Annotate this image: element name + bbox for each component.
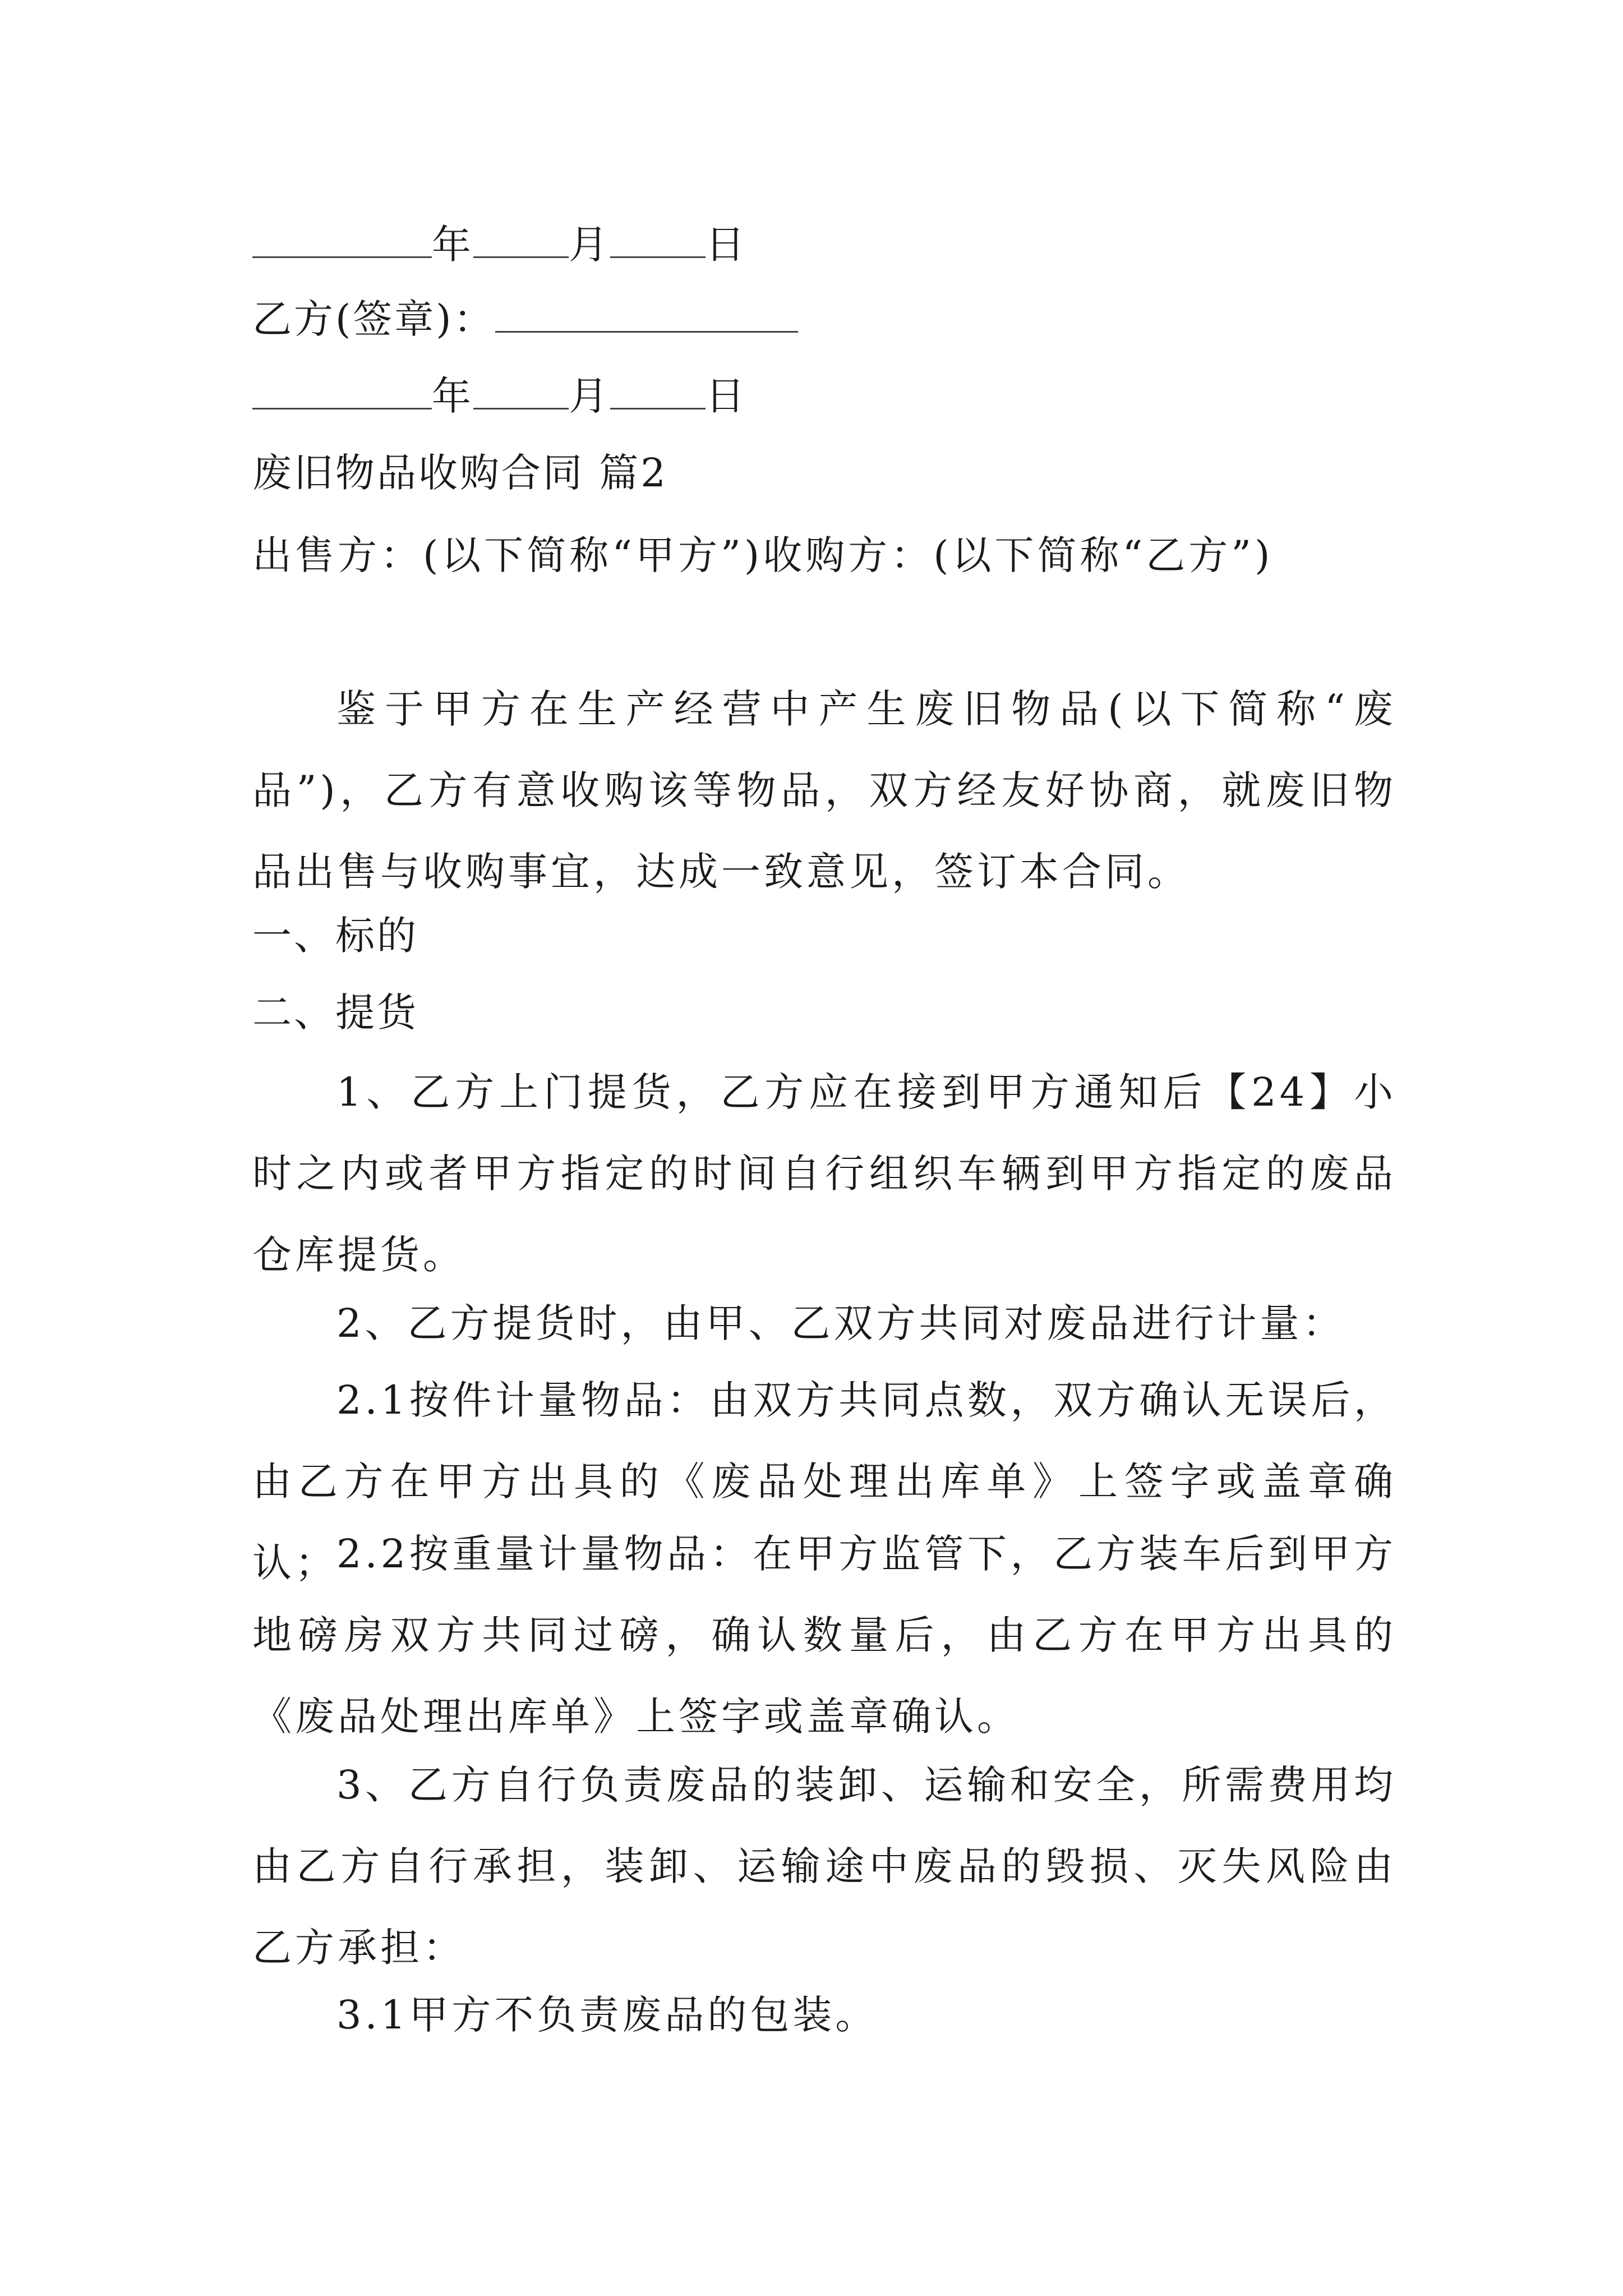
preamble-paragraph: 鉴于甲方在生产经营中产生废旧物品(以下简称“废品”)，乙方有意收购该等物品，双方经友好协商，就废旧物品出售与收购事宜，达成一致意见，签订本合同。	[252, 686, 1396, 895]
month-label: 月	[569, 373, 610, 419]
contract-heading: 废旧物品收购合同 篇2	[252, 450, 668, 496]
month-label: 月	[569, 222, 610, 268]
day-blank[interactable]	[610, 222, 706, 258]
section-subject: 一、标的	[252, 913, 418, 959]
date-line-2	[252, 369, 1391, 423]
date-line-1	[252, 218, 1391, 272]
year-blank[interactable]	[252, 373, 432, 409]
year-blank[interactable]	[252, 222, 432, 258]
year-label: 年	[432, 373, 473, 419]
day-blank[interactable]	[610, 373, 706, 409]
clause-3: 3、乙方自行负责废品的装卸、运输和安全，所需费用均由乙方自行承担，装卸、运输途中废品的毁损、灭失风险由乙方承担：	[252, 1762, 1396, 1971]
year-label: 年	[432, 222, 473, 268]
signature-blank[interactable]	[495, 296, 798, 333]
day-label: 日	[706, 373, 747, 419]
day-label: 日	[706, 222, 747, 268]
month-blank[interactable]	[473, 373, 569, 409]
clause-2-1: 2.1按件计量物品：由双方共同点数，双方确认无误后，由乙方在甲方出具的《废品处理出库单》上签字或盖章确认；	[252, 1377, 1396, 1586]
party-b-signature-line	[252, 292, 1391, 346]
section-pickup: 二、提货	[252, 990, 418, 1036]
clause-1: 1、乙方上门提货，乙方应在接到甲方通知后【24】小时之内或者甲方指定的时间自行组织车辆到甲方指定的废品仓库提货。	[252, 1069, 1396, 1278]
parties-paragraph: 出售方：(以下简称“甲方”)收购方：(以下简称“乙方”)	[252, 532, 1274, 578]
month-blank[interactable]	[473, 222, 569, 258]
party-b-signature-label: 乙方(签章)：	[252, 296, 495, 342]
clause-2: 2、乙方提货时，由甲、乙双方共同对废品进行计量：	[336, 1300, 1345, 1346]
clause-3-1: 3.1甲方不负责废品的包装。	[336, 1992, 878, 2038]
clause-2-2: 2.2按重量计量物品：在甲方监管下，乙方装车后到甲方地磅房双方共同过磅，确认数量后，由乙方在甲方出具的《废品处理出库单》上签字或盖章确认。	[252, 1531, 1396, 1740]
